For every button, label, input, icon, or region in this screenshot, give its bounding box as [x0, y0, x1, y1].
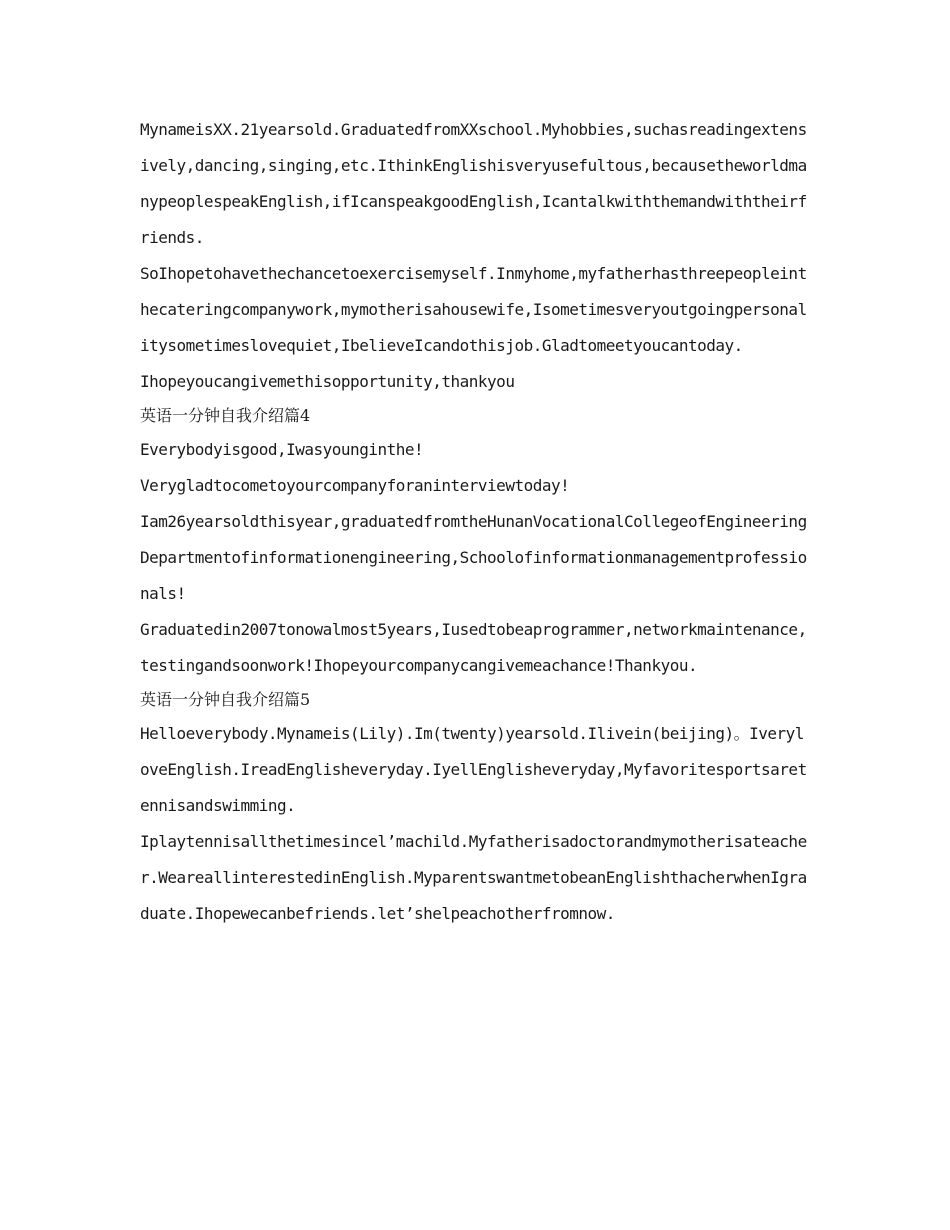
- paragraph: Graduatedin2007tonowalmost5years,Iusedtobeaprogrammer,networkmaintenance,testingandsoonwork!Ihopeyourcompanycangivemeachance!Thankyou.: [140, 620, 807, 675]
- section-heading: 英语一分钟自我介绍篇5: [140, 690, 311, 709]
- paragraph: MynameisXX.21yearsold.GraduatedfromXXschool.Myhobbies,suchasreadingextensively,dancing,singing,etc.IthinkEnglishisveryusefultous,becausetheworldmanypeoplespeakEnglish,ifIcanspeakgoodEnglish,Icantalkwiththemandwiththeirfriends.: [140, 120, 807, 247]
- section-heading: 英语一分钟自我介绍篇4: [140, 406, 311, 425]
- document-page: [140, 112, 812, 932]
- paragraph: Verygladtocometoyourcompanyforaninterviewtoday!: [140, 476, 570, 495]
- paragraph: Ihopeyoucangivemethisopportunity,thankyou: [140, 372, 515, 391]
- paragraph: Everybodyisgood,Iwasyounginthe!: [140, 440, 424, 459]
- paragraph: SoIhopetohavethechancetoexercisemyself.Inmyhome,myfatherhasthreepeopleinthecateringcompanywork,mymotherisahousewife,Isometimesveryoutgoingpersonalitysometimeslovequiet,IbelieveIcandothisjob.Gladtomeetyoucantoday.: [140, 264, 807, 355]
- paragraph: Iplaytennisallthetimesincel’machild.Myfatherisadoctorandmymotherisateacher.WeareallinterestedinEnglish.MyparentswantmetobeanEnglishthacherwhenIgraduate.Ihopewecanbefriends.let’shelpeachotherfromnow.: [140, 832, 807, 923]
- paragraph: Iam26yearsoldthisyear,graduatedfromtheHunanVocationalCollegeofEngineeringDepartmentofinformationengineering,Schoolofinformationmanagementprofessionals!: [140, 512, 807, 603]
- paragraph: Helloeverybody.Mynameis(Lily).Im(twenty)yearsold.Ilivein(beijing)。IveryloveEnglish.IreadEnglisheveryday.IyellEnglisheveryday,Myfavoritesportsaretennisandswimming.: [140, 724, 807, 815]
